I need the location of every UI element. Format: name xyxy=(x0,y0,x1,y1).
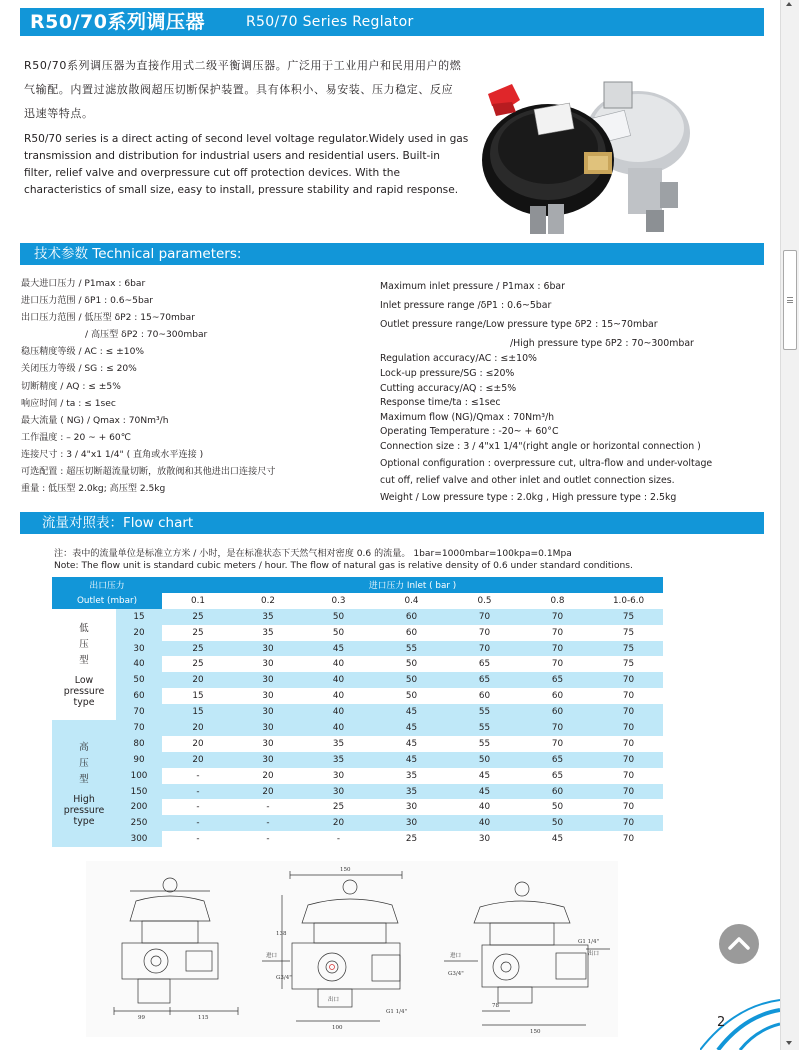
flow-cell: 35 xyxy=(262,627,274,638)
flow-cell: 75 xyxy=(594,641,663,657)
flow-cell: 60 xyxy=(405,627,418,638)
param-cn-6: 切断精度 / AQ : ≤ ±5% xyxy=(21,381,121,392)
flow-cell: 40 xyxy=(302,704,375,720)
flow-cell: 50 xyxy=(448,752,521,768)
flow-cell: 65 xyxy=(478,659,491,670)
flow-cell: 25 xyxy=(192,659,204,670)
grip-icon xyxy=(787,297,793,303)
inlet-col-header: 0.2 xyxy=(261,595,276,606)
flow-note-en: Note: The flow unit is standard cubic meters / hour. The flow of natural gas is relative density of 0.6 under standard conditions. xyxy=(54,561,633,571)
group-label-line: 压 xyxy=(79,758,89,770)
outlet-cell: 70 xyxy=(116,704,162,720)
param-cn-9: 工作温度 : – 20 ~ + 60℃ xyxy=(21,432,131,443)
inlet-col-header: 0.1 xyxy=(191,595,206,606)
flow-cell: 30 xyxy=(302,784,375,800)
flow-cell: 45 xyxy=(551,834,564,845)
group-label-line: type xyxy=(73,816,95,828)
d2-g114: G1 1/4" xyxy=(386,1009,408,1015)
param-en-6: Cutting accuracy/AQ : ≤±5% xyxy=(380,382,517,394)
flow-cell: 45 xyxy=(405,738,418,749)
param-cn-5: 关闭压力等级 / SG : ≤ 20% xyxy=(21,364,137,375)
flow-cell: 35 xyxy=(302,752,375,768)
flow-cell: 65 xyxy=(551,770,564,781)
flow-cell: 60 xyxy=(521,704,594,720)
param-en-0: Maximum inlet pressure / P1max : 6bar xyxy=(380,281,566,292)
flow-cell: 70 xyxy=(521,720,594,736)
group-label-line: 高 xyxy=(79,742,89,754)
flow-cell: 30 xyxy=(262,691,274,702)
inlet-col-header: 1.0-6.0 xyxy=(612,595,645,606)
title-bar xyxy=(20,8,764,36)
table-row xyxy=(52,768,663,784)
table-row xyxy=(52,609,663,625)
inlet-col-header: 0.3 xyxy=(331,595,346,606)
flow-cell: 50 xyxy=(551,802,564,813)
param-cn-2: 出口压力范围 / 低压型 δP2 : 15~70mbar xyxy=(21,313,195,324)
outlet-header-cn: 出口压力 xyxy=(52,577,162,593)
table-row xyxy=(52,625,663,641)
outlet-cell: 100 xyxy=(116,768,162,784)
param-cn-10: 连接尺寸 : 3 / 4"x1 1/4" ( 直角或水平连接 ) xyxy=(21,449,204,460)
flow-cell: - xyxy=(336,834,341,845)
flow-header-row-1 xyxy=(52,577,663,593)
outlet-header-en: Outlet (mbar) xyxy=(52,593,162,609)
param-cn-7: 响应时间 / ta : ≤ 1sec xyxy=(21,398,116,409)
param-en-3: /High pressure type δP2 : 70~300mbar xyxy=(510,338,694,350)
flow-cell: 25 xyxy=(162,641,234,657)
param-en-11: Optional configuration : overpressure cut, ultra-flow and under-voltage xyxy=(380,457,713,469)
table-row xyxy=(52,784,663,800)
table-row xyxy=(52,831,663,847)
group-label-line: type xyxy=(73,696,95,708)
flow-cell: 60 xyxy=(521,784,594,800)
outlet-cell: 15 xyxy=(116,609,162,625)
params-cn xyxy=(21,276,371,498)
flow-cell: 70 xyxy=(622,738,635,749)
param-cn-1: 进口压力范围 / δP1 : 0.6~5bar xyxy=(21,296,154,307)
page-number: 2 xyxy=(717,1015,726,1030)
param-en-12: cut off, relief valve and other inlet and outlet connection sizes. xyxy=(380,474,675,486)
flow-cell: 50 xyxy=(521,815,594,831)
param-cn-4: 稳压精度等级 / AC : ≤ ±10% xyxy=(21,347,145,358)
flow-heading: 流量对照表：Flow chart xyxy=(42,515,194,531)
flow-cell: 70 xyxy=(551,738,564,749)
outlet-cell: 200 xyxy=(116,799,162,815)
param-en-4: Regulation accuracy/AC : ≤±10% xyxy=(380,353,537,365)
outlet-cell: 300 xyxy=(116,831,162,847)
flow-cell: - xyxy=(196,834,200,845)
d3-g34: G3/4" xyxy=(448,971,464,977)
table-row xyxy=(52,815,663,831)
param-en-9: Operating Temperature : -20~ + 60°C xyxy=(380,426,559,438)
flow-notes xyxy=(54,548,754,572)
flow-cell: 40 xyxy=(302,720,375,736)
param-cn-8: 最大流量 ( NG) / Qmax : 70Nm³/h xyxy=(21,415,169,426)
flow-cell: 25 xyxy=(192,627,204,638)
flow-cell: - xyxy=(234,815,302,831)
flow-cell: 70 xyxy=(622,770,635,781)
group-label-line: Low xyxy=(74,674,94,686)
flow-cell: 20 xyxy=(262,770,274,781)
param-cn-12: 重量 : 低压型 2.0kg; 高压型 2.5kg xyxy=(21,484,166,495)
inlet-col-header: 0.8 xyxy=(550,595,565,606)
flow-cell: 70 xyxy=(594,815,663,831)
param-cn-3: / 高压型 δP2 : 70~300mbar xyxy=(85,330,208,341)
flow-cell: 75 xyxy=(622,659,635,670)
outlet-cell: 80 xyxy=(116,736,162,752)
flow-cell: 50 xyxy=(332,627,345,638)
flow-cell: 40 xyxy=(332,691,345,702)
tech-section-header xyxy=(20,243,764,265)
flow-cell: 70 xyxy=(622,802,635,813)
flow-cell: 60 xyxy=(478,691,491,702)
flow-cell: 50 xyxy=(405,691,418,702)
flow-cell: 70 xyxy=(551,659,564,670)
scroll-down-arrow-icon[interactable] xyxy=(786,1041,792,1045)
table-row xyxy=(52,720,663,736)
flow-cell: 55 xyxy=(448,704,521,720)
flow-cell: 65 xyxy=(521,672,594,688)
param-en-7: Response time/ta : ≤1sec xyxy=(380,397,501,409)
flow-cell: 70 xyxy=(521,609,594,625)
flow-cell: 65 xyxy=(521,752,594,768)
flow-cell: - xyxy=(196,770,200,781)
flow-cell: 30 xyxy=(375,815,448,831)
flow-section-header xyxy=(20,512,764,534)
vertical-scrollbar[interactable] xyxy=(780,0,799,1050)
flow-cell: 70 xyxy=(594,784,663,800)
flow-header-row-2 xyxy=(52,593,663,609)
group-label-line: 型 xyxy=(79,654,89,666)
inlet-col-header: 0.5 xyxy=(477,595,492,606)
flow-cell: - xyxy=(266,802,270,813)
flow-cell: 30 xyxy=(234,704,302,720)
outlet-cell: 50 xyxy=(116,672,162,688)
outlet-cell: 20 xyxy=(116,625,162,641)
flow-cell: 30 xyxy=(234,720,302,736)
d2-top-width: 150 xyxy=(340,867,351,873)
flow-cell: 70 xyxy=(622,834,635,845)
outlet-cell: 70 xyxy=(116,720,162,736)
param-en-2: Outlet pressure range/Low pressure type δP2 : 15~70mbar xyxy=(380,319,658,331)
table-row xyxy=(52,799,663,815)
corner-swoosh-decoration xyxy=(700,996,780,1050)
table-row xyxy=(52,641,663,657)
param-en-5: Lock-up pressure/SG : ≤20% xyxy=(380,367,515,379)
outlet-cell: 90 xyxy=(116,752,162,768)
flow-cell: 20 xyxy=(234,784,302,800)
flow-cell: 75 xyxy=(622,627,635,638)
flow-cell: 40 xyxy=(332,659,345,670)
flow-cell: 70 xyxy=(448,641,521,657)
flow-cell: 70 xyxy=(594,672,663,688)
flow-cell: 70 xyxy=(594,720,663,736)
outlet-cell: 30 xyxy=(116,641,162,657)
outlet-cell: 60 xyxy=(116,688,162,704)
flow-cell: - xyxy=(196,802,200,813)
flow-cell: 15 xyxy=(192,691,204,702)
flow-cell: - xyxy=(266,834,270,845)
flow-cell: 45 xyxy=(375,752,448,768)
d3-width-1: 78 xyxy=(492,1003,499,1009)
flow-cell: 30 xyxy=(478,834,491,845)
inlet-header: 进口压力 Inlet ( bar ) xyxy=(162,577,663,593)
intro-en: R50/70 series is a direct acting of second level voltage regulator.Widely used in gas transmission and distribution for industrial users and residential users. Built-in filter, relief valve and overpressure cut off protection devices. With the characteristics of small size, easy to install, pressure stability and rapid response. xyxy=(24,133,469,196)
flow-cell: 25 xyxy=(162,609,234,625)
flow-cell: 30 xyxy=(262,738,274,749)
flow-cell: 70 xyxy=(521,641,594,657)
flow-cell: 40 xyxy=(478,802,491,813)
flow-cell: 40 xyxy=(448,815,521,831)
flow-table xyxy=(52,577,663,847)
group-label-line: pressure xyxy=(63,805,105,817)
flow-cell: 75 xyxy=(594,609,663,625)
d3-inlet: 进口 xyxy=(450,953,462,959)
table-row xyxy=(52,672,663,688)
group-label xyxy=(52,609,116,720)
inlet-col-header: 0.4 xyxy=(404,595,419,606)
flow-cell: 20 xyxy=(162,752,234,768)
d3-g114: G1 1/4" xyxy=(578,939,600,945)
product-photo xyxy=(478,78,710,238)
flow-cell: 25 xyxy=(405,834,418,845)
param-en-1: Inlet pressure range /δP1 : 0.6~5bar xyxy=(380,300,552,312)
d2-height: 138 xyxy=(276,931,287,937)
flow-note-cn: 注：表中的流量单位是标准立方米 / 小时，是在标准状态下天然气相对密度 0.6 的流量。 1bar=1000mbar=100kpa=0.1Mpa xyxy=(54,549,572,559)
flow-cell: 45 xyxy=(448,784,521,800)
flow-cell: 20 xyxy=(162,720,234,736)
flow-cell: 35 xyxy=(375,784,448,800)
back-to-top-button[interactable] xyxy=(719,924,759,964)
flow-cell: - xyxy=(162,784,234,800)
outlet-cell: 150 xyxy=(116,784,162,800)
d2-width: 100 xyxy=(332,1025,343,1031)
group-label-line: 低 xyxy=(79,622,89,634)
d3-outlet: 出口 xyxy=(588,951,600,957)
d2-outlet: 出口 xyxy=(328,997,340,1003)
intro-cn: R50/70系列调压器为直接作用式二级平衡调压器。广泛用于工业用户和民用用户的燃气输配。内置过滤放散阀超压切断保护装置。具有体积小、易安装、压力稳定、反应迅速等特点。 xyxy=(24,59,462,120)
flow-cell: 35 xyxy=(405,770,418,781)
flow-cell: 50 xyxy=(302,609,375,625)
flow-cell: 45 xyxy=(375,704,448,720)
scrollbar-thumb[interactable] xyxy=(783,250,797,350)
table-row xyxy=(52,736,663,752)
flow-cell: 30 xyxy=(234,752,302,768)
flow-cell: - xyxy=(162,815,234,831)
flow-cell: 70 xyxy=(594,752,663,768)
table-row xyxy=(52,752,663,768)
flow-cell: 70 xyxy=(622,691,635,702)
flow-cell: 55 xyxy=(478,738,491,749)
param-cn-0: 最大进口压力 / P1max : 6bar xyxy=(21,279,146,289)
d1-width-1: 99 xyxy=(138,1015,145,1021)
flow-cell: 45 xyxy=(302,641,375,657)
table-row xyxy=(52,688,663,704)
tech-heading: 技术参数 Technical parameters: xyxy=(34,246,242,262)
table-row xyxy=(52,656,663,672)
param-en-8: Maximum flow (NG)/Qmax : 70Nm³/h xyxy=(380,411,555,423)
group-label-line: pressure xyxy=(63,685,105,697)
flow-cell: 25 xyxy=(332,802,345,813)
flow-cell: 45 xyxy=(478,770,491,781)
flow-cell: 50 xyxy=(375,672,448,688)
flow-cell: 60 xyxy=(375,609,448,625)
group-label xyxy=(52,720,116,847)
title-en: R50/70 Series Reglator xyxy=(246,14,414,30)
d2-inlet: 进口 xyxy=(266,953,278,959)
param-en-13: Weight / Low pressure type : 2.0kg , High pressure type : 2.5kg xyxy=(380,491,677,503)
flow-cell: 15 xyxy=(162,704,234,720)
d2-g34: G3/4" xyxy=(276,975,292,981)
flow-cell: 20 xyxy=(192,738,204,749)
params-en xyxy=(380,278,760,506)
flow-cell: 70 xyxy=(478,627,491,638)
flow-cell: 30 xyxy=(234,672,302,688)
scroll-up-arrow-icon[interactable] xyxy=(786,2,792,6)
group-label-line: High xyxy=(73,794,95,806)
flow-cell: 30 xyxy=(234,641,302,657)
param-en-10: Connection size : 3 / 4"x1 1/4"(right angle or horizontal connection ) xyxy=(380,440,701,452)
flow-cell: 65 xyxy=(448,672,521,688)
flow-cell: 55 xyxy=(375,641,448,657)
flow-cell: 55 xyxy=(448,720,521,736)
flow-cell: 30 xyxy=(332,770,345,781)
flow-cell: 70 xyxy=(448,609,521,625)
flow-cell: 20 xyxy=(302,815,375,831)
flow-cell: 40 xyxy=(302,672,375,688)
flow-cell: 45 xyxy=(375,720,448,736)
flow-cell: 70 xyxy=(551,627,564,638)
group-label-line: 压 xyxy=(79,638,89,650)
outlet-cell: 40 xyxy=(116,656,162,672)
flow-cell: 60 xyxy=(551,691,564,702)
flow-cell: 50 xyxy=(405,659,418,670)
flow-cell: 30 xyxy=(262,659,274,670)
title-cn: R50/70系列调压器 xyxy=(30,11,205,33)
d1-width-2: 115 xyxy=(198,1015,209,1021)
flow-cell: 35 xyxy=(234,609,302,625)
d3-width-2: 150 xyxy=(530,1029,541,1035)
flow-cell: 35 xyxy=(332,738,345,749)
chevron-up-icon xyxy=(719,924,759,964)
flow-cell: 70 xyxy=(594,704,663,720)
table-row xyxy=(52,704,663,720)
flow-cell: 20 xyxy=(162,672,234,688)
group-label-line: 型 xyxy=(79,774,89,786)
param-cn-11: 可选配置 : 超压切断超流量切断，放散阀和其他进出口连接尺寸 xyxy=(21,467,276,478)
dimension-drawings xyxy=(86,861,618,1037)
flow-cell: 30 xyxy=(405,802,418,813)
outlet-cell: 250 xyxy=(116,815,162,831)
